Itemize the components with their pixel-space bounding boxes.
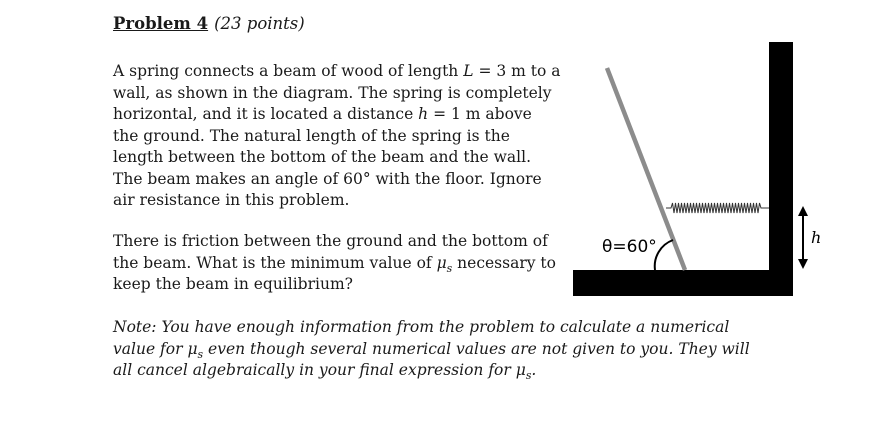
description-text: = 3 m to a wall, as shown in the diagram. The spring is completely horizontal, and it is located a distance	[113, 62, 561, 123]
question-text: There is friction between the ground and the bottom of the beam. What is the minimum value of	[113, 232, 548, 272]
mu-subscript: s	[525, 369, 532, 383]
height-arrow-down-icon	[798, 259, 808, 269]
mu-symbol: μ	[187, 339, 198, 358]
length-variable: L	[463, 62, 474, 80]
angle-label: θ=60°	[602, 237, 657, 257]
beam-spring-diagram	[560, 30, 840, 305]
wall	[769, 42, 793, 296]
problem-question	[113, 231, 561, 296]
problem-points: (23 points)	[214, 14, 305, 33]
problem-number: Problem 4	[113, 14, 209, 33]
note-text: Note: You have enough information from the problem to calculate a numerical value for	[113, 318, 730, 358]
problem-note	[113, 317, 773, 382]
note-text: even though several numerical values are not given to you. They will all cancel algebraically in your final expression for	[113, 339, 750, 379]
note-text: .	[531, 361, 537, 379]
mu-symbol: μ	[436, 253, 447, 272]
description-text: A spring connects a beam of wood of length	[113, 62, 464, 80]
mu-subscript: s	[446, 261, 453, 275]
mu-subscript: s	[197, 347, 204, 361]
angle-arc	[655, 240, 673, 270]
question-text: necessary to keep the beam in equilibrium?	[113, 253, 556, 293]
description-text: = 1 m above the ground. The natural length of the spring is the length between the bottom of the beam and the wall. The beam makes an angle of 60° with the floor. Ignore air resistance in this problem.	[113, 105, 542, 209]
ground-floor	[573, 270, 793, 296]
problem-description	[113, 61, 561, 212]
spring	[666, 203, 769, 213]
height-variable: h	[418, 105, 429, 123]
problem-title	[113, 12, 305, 36]
height-label: h	[811, 228, 822, 247]
height-arrow-up-icon	[798, 206, 808, 216]
mu-symbol: μ	[515, 361, 526, 379]
